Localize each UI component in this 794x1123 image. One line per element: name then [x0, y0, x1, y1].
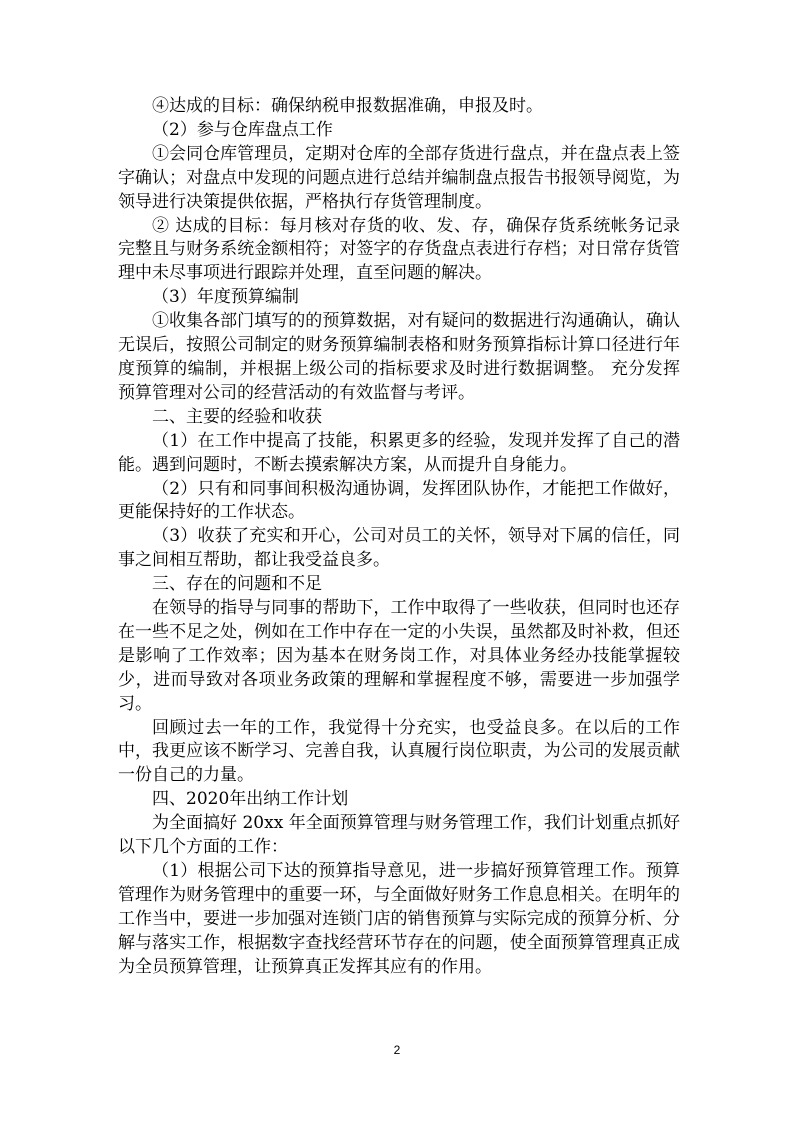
page-number: 2: [393, 1043, 401, 1057]
section-heading-experience: 二、主要的经验和收获: [152, 406, 322, 427]
subheading-annual-budget: （3）年度预算编制: [152, 287, 299, 308]
document-body: [118, 95, 680, 980]
paragraph-experience-2: （2）只有和同事间积极沟通协调，发挥团队协作，才能把工作做好，更能保持好的工作状态。: [118, 478, 680, 523]
paragraph-problems: 在领导的指导与同事的帮助下，工作中取得了一些收获，但同时也还存在一些不足之处，例如在工作中存在一定的小失误，虽然都及时补救，但还是影响了工作效率；因为基本在财务岗工作，对具体业务经办技能掌握较少，进而导致对各项业务政策的理解和掌握程度不够，需要进一步加强学习。: [118, 598, 680, 714]
section-heading-plan: 四、2020年出纳工作计划: [152, 789, 349, 810]
subheading-inventory-count: （2）参与仓库盘点工作: [152, 119, 333, 140]
paragraph-annual-budget: ①收集各部门填写的的预算数据，对有疑问的数据进行沟通确认，确认无误后，按照公司制定的财务预算编制表格和财务预算指标计算口径进行年度预算的编制，并根据上级公司的指标要求及时进行数据调整。 充分发挥预算管理对公司的经营活动的有效监督与考评。: [118, 311, 680, 403]
paragraph-tax-goal: ④达成的目标：确保纳税申报数据准确，申报及时。: [152, 96, 543, 116]
paragraph-plan-1: （1）根据公司下达的预算指导意见，进一步搞好预算管理工作。预算管理作为财务管理中的重要一环，与全面做好财务工作息息相关。在明年的工作当中，要进一步加强对连锁门店的销售预算与实际完成的预算分析、分解与落实工作，根据数字查找经营环节存在的问题，使全面预算管理真正成为全员预算管理，让预算真正发挥其应有的作用。: [118, 861, 680, 977]
paragraph-inventory-goal: ② 达成的目标：每月核对存货的收、发、存，确保存货系统帐务记录完整且与财务系统金额相符；对签字的存货盘点表进行存档；对日常存货管理中未尽事项进行跟踪并处理，直至问题的解决。: [118, 215, 680, 284]
paragraph-experience-3: （3）收获了充实和开心，公司对员工的关怀，领导对下属的信任，同事之间相互帮助，都让我受益良多。: [118, 526, 680, 571]
paragraph-experience-1: （1）在工作中提高了技能，积累更多的经验，发现并发挥了自己的潜能。遇到问题时，不断去摸索解决方案，从而提升自身能力。: [118, 430, 680, 475]
section-heading-problems: 三、存在的问题和不足: [152, 574, 322, 595]
paragraph-inventory-count: ①会同仓库管理员，定期对仓库的全部存货进行盘点，并在盘点表上签字确认；对盘点中发现的问题点进行总结并编制盘点报告书报领导阅览，为领导进行决策提供依据，严格执行存货管理制度。: [118, 143, 680, 212]
paragraph-plan-intro: 为全面搞好 20xx 年全面预算管理与财务管理工作，我们计划重点抓好以下几个方面的工作：: [118, 813, 680, 858]
paragraph-review: 回顾过去一年的工作，我觉得十分充实，也受益良多。在以后的工作中，我更应该不断学习、完善自我，认真履行岗位职责，为公司的发展贡献一份自己的力量。: [118, 717, 680, 786]
